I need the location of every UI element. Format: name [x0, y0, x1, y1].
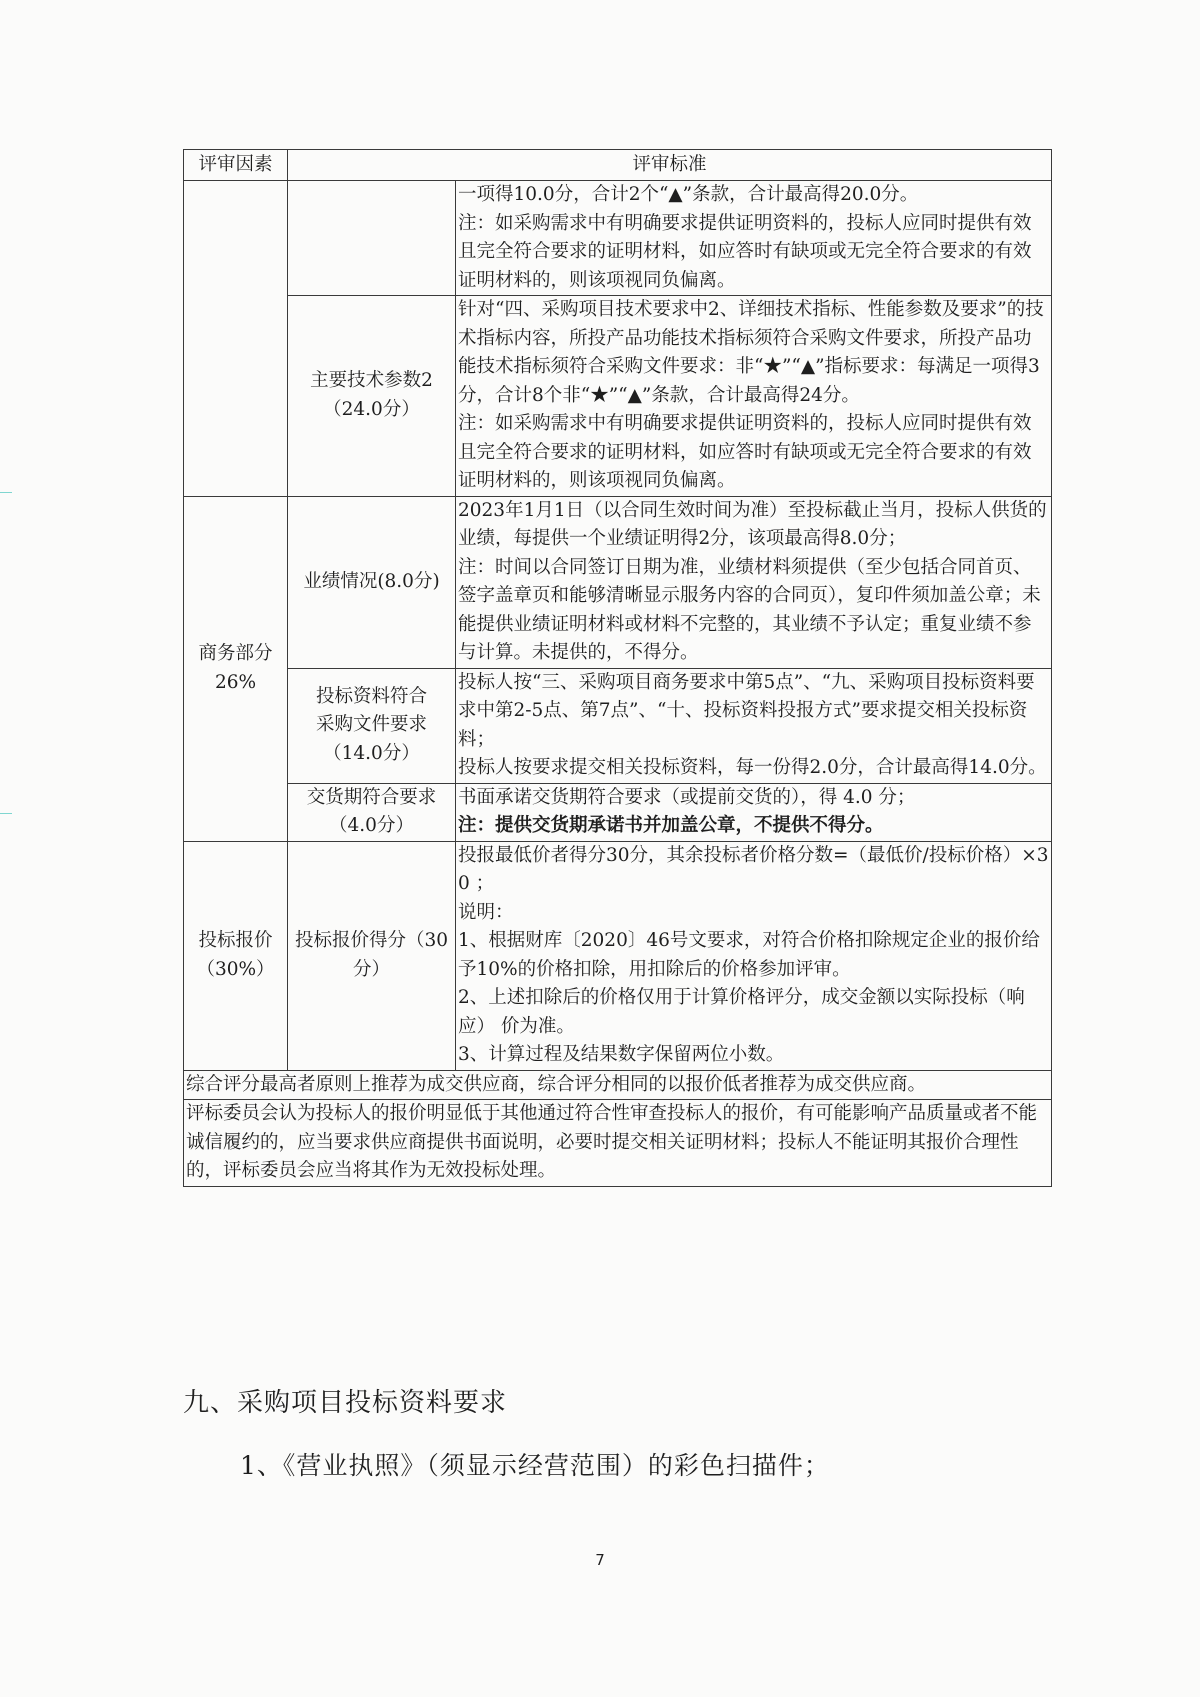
- factor-name: 商务部分: [198, 643, 273, 664]
- sub-cell: [288, 668, 456, 783]
- factor-cell-technical: [184, 181, 288, 497]
- criteria-line: 投标人按“三、采购项目商务要求中第5点”、“九、采购项目投标资料要求中第2-5点、第7点”、“十、投标资料投报方式”要求提交相关投标资料；: [458, 671, 1035, 750]
- sub-cell: 投标报价得分（30分）: [288, 841, 456, 1070]
- sub-name-line1: 投标资料符合: [315, 685, 427, 707]
- criteria-cell: [456, 181, 1052, 296]
- criteria-note: 注：如采购需求中有明确要求提供证明资料的，投标人应同时提供有效且完全符合要求的证明材料，如应答时有缺项或无完全符合要求的有效证明材料的，则该项视同负偏离。: [458, 212, 1032, 291]
- factor-name: 投标报价: [198, 930, 273, 951]
- header-criteria: 评审标准: [288, 150, 1052, 181]
- table-row: [184, 668, 1052, 783]
- header-factor: 评审因素: [184, 150, 288, 181]
- page-number: 7: [595, 1551, 605, 1569]
- footer-text: 综合评分最高者原则上推荐为成交供应商，综合评分相同的以报价低者推荐为成交供应商。: [186, 1073, 927, 1095]
- sub-score: （24.0分）: [323, 398, 420, 420]
- section-title: 九、采购项目投标资料要求: [183, 1388, 508, 1418]
- criteria-note: 注：提供交货期承诺书并加盖公章，不提供不得分。: [458, 815, 884, 836]
- criteria-line: 3、计算过程及结果数字保留两位小数。: [458, 1044, 785, 1065]
- sub-score: （4.0分）: [329, 815, 414, 836]
- factor-weight: （30%）: [196, 958, 275, 980]
- criteria-note: 注：如采购需求中有明确要求提供证明资料的，投标人应同时提供有效且完全符合要求的证明材料，如应答时有缺项或无完全符合要求的有效证明材料的，则该项视同负偏离。: [458, 413, 1032, 491]
- criteria-line: 投标人按要求提交相关投标资料，每一份得2.0分，合计最高得14.0分。: [458, 757, 1047, 778]
- factor-weight: 26%: [214, 671, 257, 693]
- scan-mark: [0, 813, 12, 814]
- table-row: [184, 496, 1052, 668]
- criteria-cell: [456, 783, 1052, 841]
- footer-note-2: [184, 1100, 1052, 1187]
- table-row: [184, 783, 1052, 841]
- evaluation-table: [183, 149, 1052, 1187]
- criteria-cell: [456, 296, 1052, 497]
- sub-score: （14.0分）: [323, 742, 420, 764]
- footer-note-1: [184, 1070, 1052, 1100]
- sub-name: 主要技术参数2: [310, 370, 433, 392]
- table-row: [184, 841, 1052, 1070]
- factor-cell-business: [184, 496, 288, 841]
- sub-name: 交货期符合要求: [306, 786, 437, 808]
- table-footer-row: [184, 1100, 1052, 1187]
- table-row: [184, 181, 1052, 296]
- sub-cell: 业绩情况(8.0分): [288, 496, 456, 668]
- criteria-line: 书面承诺交货期符合要求（或提前交货的），得 4.0 分；: [458, 786, 916, 808]
- criteria-line: 2、上述扣除后的价格仅用于计算价格评分，成交金额以实际投标（响应） 价为准。: [458, 987, 1025, 1037]
- criteria-cell: [456, 841, 1052, 1070]
- criteria-line: 1、根据财库〔2020〕46号文要求，对符合价格扣除规定企业的报价给予10%的价格扣除，用扣除后的价格参加评审。: [458, 930, 1040, 980]
- criteria-line: 一项得10.0分，合计2个“▲”条款，合计最高得20.0分。: [458, 184, 919, 205]
- criteria-line: 说明：: [458, 901, 514, 923]
- sub-name-line2: 采购文件要求: [315, 714, 427, 736]
- sub-cell: [288, 783, 456, 841]
- table-row: [184, 296, 1052, 497]
- criteria-cell: [456, 496, 1052, 668]
- section-item-1: 1、《营业执照》（须显示经营范围）的彩色扫描件；: [240, 1451, 830, 1480]
- scan-mark: [0, 492, 12, 493]
- criteria-line: 2023年1月1日（以合同生效时间为准）至投标截止当月，投标人供货的业绩，每提供一个业绩证明得2分，该项最高得8.0分；: [458, 499, 1047, 549]
- criteria-line: 投报最低价者得分30分，其余投标者价格分数=（最低价/投标价格）×30 ；: [458, 844, 1049, 894]
- table-header-row: [184, 150, 1052, 181]
- footer-text: 评标委员会认为投标人的报价明显低于其他通过符合性审查投标人的报价，有可能影响产品质量或者不能诚信履约的，应当要求供应商提供书面说明，必要时提交相关证明材料；投标人不能证明其报价合理性的，评标委员会应当将其作为无效投标处理。: [186, 1103, 1038, 1181]
- criteria-cell: [456, 668, 1052, 783]
- factor-cell-price: [184, 841, 288, 1070]
- criteria-note: 注：时间以合同签订日期为准，业绩材料须提供（至少包括合同首页、签字盖章页和能够清晰显示服务内容的合同页），复印件须加盖公章；未能提供业绩证明材料或材料不完整的，其业绩不予认定；重复业绩不参与计算。未提供的，不得分。: [458, 556, 1041, 663]
- table-footer-row: [184, 1070, 1052, 1100]
- sub-cell: [288, 296, 456, 497]
- sub-cell-empty: [288, 181, 456, 296]
- criteria-line: 针对“四、采购项目技术要求中2、详细技术指标、性能参数及要求”的技术指标内容，所投产品功能技术指标须符合采购文件要求，所投产品功能技术指标须符合采购文件要求：非“★”“▲”指标要求：每满足一项得3分，合计8个非“★”“▲”条款，合计最高得24分。: [458, 299, 1044, 406]
